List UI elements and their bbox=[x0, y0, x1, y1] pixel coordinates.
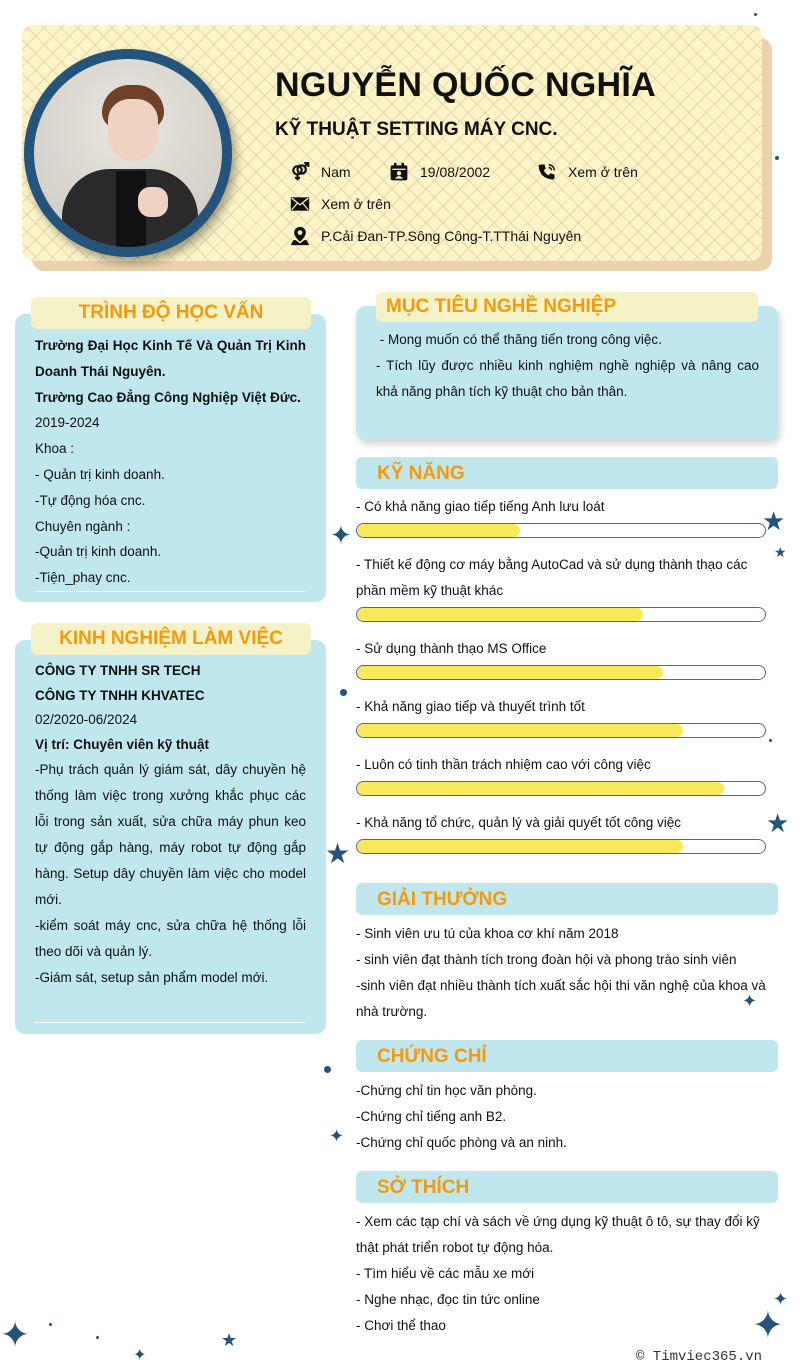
dot-decoration bbox=[324, 1066, 331, 1073]
dot-decoration bbox=[49, 1323, 52, 1326]
avatar-hand bbox=[138, 187, 168, 217]
certificates-title: CHỨNG CHỈ bbox=[356, 1040, 778, 1072]
skill-bar-fill bbox=[357, 666, 663, 679]
experience-title: KINH NGHIỆM LÀM VIỆC bbox=[31, 623, 311, 655]
sparkle-icon: ✦ bbox=[133, 1347, 147, 1364]
avatar-face bbox=[108, 99, 158, 161]
star-icon: ★ bbox=[774, 544, 787, 560]
experience-desc-2: -kiểm soát máy cnc, sửa chữa hệ thống lỗi theo dõi và quản lý. bbox=[35, 918, 306, 959]
sparkle-icon: ✦ bbox=[752, 1305, 784, 1347]
experience-body bbox=[35, 659, 306, 991]
birthday-value: 19/08/2002 bbox=[420, 164, 491, 180]
hobbies-title: SỞ THÍCH bbox=[356, 1171, 778, 1203]
skill-bar bbox=[356, 607, 766, 622]
info-email bbox=[289, 193, 391, 215]
experience-period: 02/2020-06/2024 bbox=[35, 712, 138, 727]
education-body bbox=[35, 333, 306, 591]
education-faculty-label: Khoa : bbox=[35, 441, 75, 457]
star-icon: ★ bbox=[766, 808, 790, 838]
award-item: - sinh viên đạt thành tích trong đoàn hội và phong trào sinh viên bbox=[356, 952, 737, 967]
avatar-frame bbox=[24, 49, 232, 257]
skill-bar bbox=[356, 665, 766, 680]
gender-value: Nam bbox=[321, 164, 351, 180]
skill-bar bbox=[356, 523, 766, 538]
skills-title: KỸ NĂNG bbox=[356, 457, 778, 489]
job-title: KỸ THUẬT SETTING MÁY CNC. bbox=[275, 119, 558, 140]
skill-bar bbox=[356, 723, 766, 738]
award-item: -sinh viên đạt nhiều thành tích xuất sắc hội thi văn nghệ của khoa và nhà trường. bbox=[356, 978, 766, 1019]
certificate-item: -Chứng chỉ tiếng anh B2. bbox=[356, 1109, 507, 1124]
education-school-1: Trường Đại Học Kinh Tế Và Quản Trị Kinh Doanh Thái Nguyên. bbox=[35, 338, 306, 379]
skill-label: - Khả năng giao tiếp và thuyết trình tốt bbox=[356, 699, 585, 714]
sparkle-icon: ✦ bbox=[0, 1314, 31, 1355]
candidate-name: NGUYỄN QUỐC NGHĨA bbox=[275, 66, 657, 104]
awards-body bbox=[356, 921, 780, 1025]
award-item: - Sinh viên ưu tú của khoa cơ khí năm 2018 bbox=[356, 926, 619, 941]
sparkle-icon: ✦ bbox=[742, 991, 758, 1011]
gender-icon bbox=[289, 161, 311, 183]
dot-decoration bbox=[754, 13, 757, 16]
hobby-item: - Xem các tạp chí và sách về ứng dụng kỹ thuật ô tô, sự thay đổi kỹ thật phát triển robot tự động hóa. bbox=[356, 1214, 760, 1255]
education-title: TRÌNH ĐỘ HỌC VẤN bbox=[31, 297, 311, 329]
certificate-item: -Chứng chỉ tin học văn phòng. bbox=[356, 1083, 537, 1098]
education-major-label: Chuyên ngành : bbox=[35, 518, 131, 534]
phone-icon bbox=[536, 161, 558, 183]
skill-bar-fill bbox=[357, 608, 643, 621]
objective-body bbox=[376, 327, 759, 405]
hobby-item: - Chơi thể thao bbox=[356, 1318, 446, 1333]
objective-line-1: - Mong muốn có thể thăng tiến trong công việc. bbox=[376, 332, 662, 347]
location-pin-icon bbox=[289, 225, 311, 247]
skill-label: - Có khả năng giao tiếp tiếng Anh lưu loát bbox=[356, 499, 605, 514]
dot-decoration bbox=[96, 1336, 99, 1339]
education-faculty-item: -Tự động hóa cnc. bbox=[35, 492, 146, 508]
education-major-item: -Quản trị kinh doanh. bbox=[35, 544, 162, 560]
skill-bar bbox=[356, 839, 766, 854]
star-icon: ★ bbox=[221, 1330, 238, 1350]
watermark: © Timviec365.vn bbox=[636, 1349, 763, 1365]
calendar-icon bbox=[388, 161, 410, 183]
objective-title: MỤC TIÊU NGHỀ NGHIỆP bbox=[376, 292, 758, 322]
education-school-2: Trường Cao Đẳng Công Nghiệp Việt Đức. bbox=[35, 389, 301, 405]
experience-position: Vị trí: Chuyên viên kỹ thuật bbox=[35, 736, 210, 752]
info-phone bbox=[536, 161, 638, 183]
skill-bar-fill bbox=[357, 524, 520, 537]
hobby-item: - Tìm hiểu về các mẫu xe mới bbox=[356, 1266, 535, 1281]
address-value: P.Cải Đan-TP.Sông Công-T.TThái Nguyên bbox=[321, 228, 582, 244]
skill-bar bbox=[356, 781, 766, 796]
info-address bbox=[289, 225, 581, 247]
skill-bar-fill bbox=[357, 724, 683, 737]
dot-decoration bbox=[340, 689, 347, 696]
hobbies-body bbox=[356, 1209, 780, 1339]
education-divider bbox=[35, 591, 306, 592]
info-gender bbox=[289, 161, 351, 183]
dot-decoration bbox=[775, 156, 779, 160]
experience-company-1: CÔNG TY TNHH SR TECH bbox=[35, 663, 201, 678]
email-icon bbox=[289, 193, 311, 215]
star-icon: ★ bbox=[762, 506, 786, 536]
dot-decoration bbox=[769, 739, 772, 742]
experience-desc-3: -Giám sát, setup sản phẩm model mới. bbox=[35, 970, 269, 985]
skill-bar-fill bbox=[357, 782, 724, 795]
objective-line-2: - Tích lũy được nhiều kinh nghiệm nghề nghiệp và nâng cao khả năng phân tích kỹ thuật cho bản thân. bbox=[376, 358, 759, 399]
info-birthday bbox=[388, 161, 490, 183]
awards-title: GIẢI THƯỞNG bbox=[356, 883, 778, 915]
experience-desc-1: -Phụ trách quản lý giám sát, dây chuyền hệ thống làm việc trong xưởng khắc phục các lỗi trong sản xuất, sửa chữa máy phun keo tự động gắp hàng, máy robot tự động gắp hàng. Setup dây chuyền làm việc cho model mới. bbox=[35, 762, 306, 907]
education-faculty-item: - Quản trị kinh doanh. bbox=[35, 466, 165, 482]
certificates-body bbox=[356, 1078, 780, 1156]
skill-bar-fill bbox=[357, 840, 683, 853]
phone-value: Xem ở trên bbox=[568, 164, 638, 180]
skill-label: - Khả năng tổ chức, quản lý và giải quyết tốt công việc bbox=[356, 815, 681, 830]
email-value: Xem ở trên bbox=[321, 196, 391, 212]
hobby-item: - Nghe nhạc, đọc tin tức online bbox=[356, 1292, 540, 1307]
experience-company-2: CÔNG TY TNHH KHVATEC bbox=[35, 687, 205, 703]
sparkle-icon: ✦ bbox=[329, 1126, 345, 1146]
certificate-item: -Chứng chỉ quốc phòng và an ninh. bbox=[356, 1135, 567, 1150]
sparkle-icon: ✦ bbox=[773, 1289, 789, 1309]
skill-label: - Luôn có tinh thần trách nhiệm cao với công việc bbox=[356, 757, 651, 772]
sparkle-icon: ✦ bbox=[330, 520, 352, 550]
education-years: 2019-2024 bbox=[35, 415, 100, 431]
avatar bbox=[34, 59, 222, 247]
education-major-item: -Tiện_phay cnc. bbox=[35, 570, 131, 586]
experience-divider bbox=[35, 1022, 306, 1023]
star-icon: ★ bbox=[325, 838, 351, 869]
skill-label: - Sử dụng thành thạo MS Office bbox=[356, 641, 547, 656]
skill-label: - Thiết kế động cơ máy bằng AutoCad và sử dụng thành thạo các phần mềm kỹ thuật khác bbox=[356, 557, 748, 598]
